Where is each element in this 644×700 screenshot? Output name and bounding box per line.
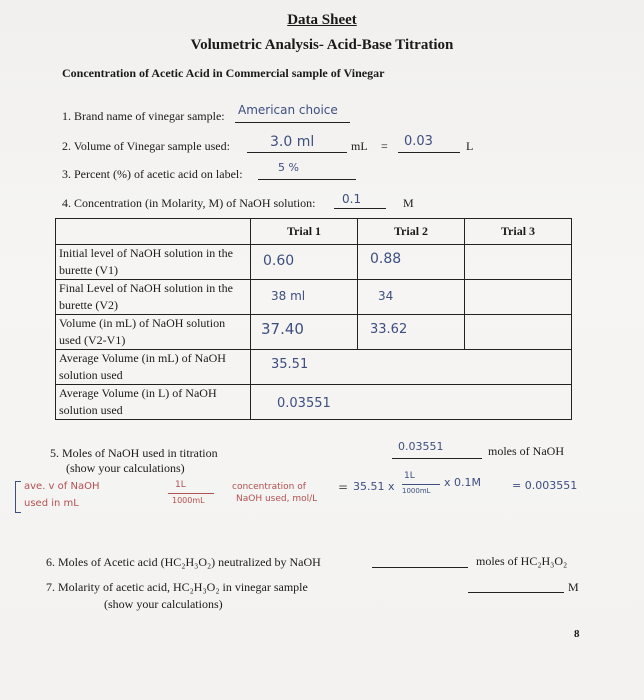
row-label: Volume (in mL) of NaOH solution used (V2-V1) (56, 315, 251, 350)
row-label: Final Level of NaOH solution in the burette (V2) (56, 280, 251, 315)
q3-answer: 5 % (278, 161, 299, 174)
trial-1-value: 37.40 (261, 320, 304, 338)
row-trial-1 (251, 280, 358, 315)
q1-label: 1. Brand name of vinegar sample: (62, 109, 225, 123)
table-row (56, 385, 572, 420)
trial-1-value: 38 ml (271, 289, 306, 303)
q2-equals: = (381, 139, 388, 153)
table-header-row (56, 219, 572, 245)
q2-label: 2. Volume of Vinegar sample used: (62, 139, 230, 153)
row-label: Average Volume (in mL) of NaOH solution used (56, 350, 251, 385)
q6-label: 6. Moles of Acetic acid (HC₂H₃O₂) neutralized by NaOH (46, 555, 321, 569)
q2-answer-line (247, 152, 347, 153)
calc-term1-bottom: used in mL (24, 498, 79, 509)
row-trial-1 (251, 315, 358, 350)
q5-unit: moles of NaOH (488, 444, 564, 458)
row-trial-2 (358, 245, 465, 280)
calc-times: x 0.1M (444, 476, 481, 489)
calc-result: = 0.003551 (512, 479, 578, 492)
trial-2-value: 0.88 (370, 251, 402, 267)
row-label: Average Volume (in L) of NaOH solution used (56, 385, 251, 420)
q5-answer: 0.03551 (398, 440, 444, 453)
row-trial-3 (465, 315, 572, 350)
page-subtitle: Volumetric Analysis- Acid-Base Titration (190, 37, 454, 53)
q2-answer2-line (398, 152, 460, 153)
q7-label: 7. Molarity of acetic acid, HC₂H₃O₂ in vinegar sample (46, 580, 308, 594)
q2-unit-ml: mL (351, 139, 368, 153)
calc-frac-top: 1L (404, 471, 415, 481)
q5-label: 5. Moles of NaOH used in titration (50, 446, 218, 460)
row-trial-2 (358, 315, 465, 350)
section-heading: Concentration of Acetic Acid in Commercial sample of Vinegar (62, 66, 385, 80)
q1-answer: American choice (238, 103, 338, 117)
calc-term3-top: concentration of (232, 482, 306, 492)
calc-term1-top: ave. v of NaOH (24, 481, 100, 492)
q4-answer-line (334, 208, 386, 209)
calc-term3-bottom: NaOH used, mol/L (236, 494, 318, 504)
calc-term2-bottom: 1000mL (172, 496, 205, 505)
calc-frac-bottom: 1000mL (402, 487, 431, 495)
row-trial-2 (358, 280, 465, 315)
row-average-cell (251, 385, 572, 420)
table-header-blank (56, 219, 251, 245)
q7-unit: M (568, 580, 579, 594)
table-row (56, 350, 572, 385)
q4-label: 4. Concentration (in Molarity, M) of NaOH solution: (62, 196, 316, 210)
q3-answer-line (258, 179, 356, 180)
q7-answer-line (468, 592, 564, 593)
calc-equals: = (338, 480, 349, 494)
trial-2-value: 33.62 (370, 322, 408, 337)
q5-answer-line (392, 458, 482, 459)
q3-label: 3. Percent (%) of acetic acid on label: (62, 167, 243, 181)
row-trial-3 (465, 280, 572, 315)
table-row (56, 245, 572, 280)
average-l-value: 0.03551 (277, 396, 331, 411)
row-trial-3 (465, 245, 572, 280)
q2-answer-liters: 0.03 (404, 134, 433, 149)
table-header-trial-3: Trial 3 (465, 219, 572, 245)
q2-answer: 3.0 ml (270, 134, 315, 150)
table-header-trial-1: Trial 1 (251, 219, 358, 245)
page-number: 8 (574, 628, 580, 640)
q1-answer-line (235, 122, 350, 123)
row-trial-1 (251, 245, 358, 280)
average-ml-value: 35.51 (271, 357, 309, 372)
calc-frac-bar (402, 484, 440, 485)
table-row (56, 280, 572, 315)
row-label: Initial level of NaOH solution in the burette (V1) (56, 245, 251, 280)
row-average-cell (251, 350, 572, 385)
calc-term2-top: 1L (175, 480, 186, 490)
calc-value: 35.51 x (353, 480, 395, 493)
q5-note: (show your calculations) (66, 461, 185, 475)
trial-2-value: 34 (378, 289, 394, 303)
calc-bracket (15, 481, 21, 513)
q6-unit: moles of HC₂H₃O₂ (476, 554, 568, 568)
page-title: Data Sheet (287, 12, 357, 28)
q7-note: (show your calculations) (104, 597, 223, 611)
calc-term2-bar (168, 493, 214, 494)
trial-1-value: 0.60 (263, 253, 295, 269)
q2-unit-l: L (466, 139, 474, 153)
q4-answer: 0.1 (342, 192, 362, 206)
table-row (56, 315, 572, 350)
q6-answer-line (372, 567, 468, 568)
table-header-trial-2: Trial 2 (358, 219, 465, 245)
q4-unit: M (403, 196, 414, 210)
titration-data-table (55, 218, 572, 420)
